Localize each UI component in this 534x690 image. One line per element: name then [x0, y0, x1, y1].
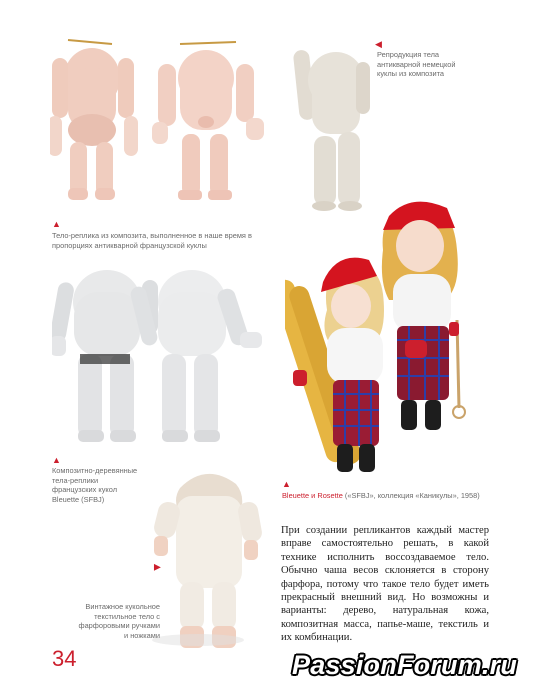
watermark: PassionForum.ru — [292, 650, 518, 680]
page-number: 34 — [52, 646, 77, 671]
main-paragraph: При создании репликантов каждый мастер вправе самостоятельно решать, в какой технике исполнить воссоздаваемое тело. Обычно чаша весов склоняется в сторону фарфора, потому что такое тело будет иметь прекрасный внешний вид. Но возможны и варианты: дерево, натуральная кожа, композитная масса, папье-маше, текстиль и их комбинации. — [281, 525, 489, 644]
caret-up-marker-icon: ▲ — [52, 455, 61, 465]
caption-reproduction: Репродукция тела антикварной немецкой куклы из композита — [377, 50, 456, 78]
caption-vintage: Винтажное кукольное текстильное тело с фарфоровыми ручками и ножками — [78, 602, 160, 640]
caption-composite-wood: Композитно-деревянные тела-реплики французских кукол Bleuette (SFBJ) — [52, 466, 138, 504]
caption-bleuette — [282, 491, 502, 501]
german-doll-body-photo — [290, 42, 376, 214]
doll-body-back-photo — [50, 38, 150, 206]
caption-bleuette-title: Bleuette и Rosette — [282, 491, 343, 500]
bleuette-rosette-photo — [285, 190, 485, 480]
caret-up-marker-icon: ▲ — [52, 219, 61, 229]
caption-bleuette-rest: («SFBJ», коллекция «Каникулы», 1958) — [342, 491, 480, 500]
caret-up-marker-icon: ▲ — [282, 479, 291, 489]
caret-left-marker-icon: ◀ — [154, 563, 161, 573]
caret-left-marker-icon: ◀ — [375, 39, 382, 49]
bleuette-bodies-photo — [52, 262, 266, 452]
vintage-textile-doll-photo — [150, 466, 266, 652]
caption-replica: Тело-реплика из композита, выполненное в наше время в пропорциях антикварной французской куклы — [52, 231, 252, 250]
doll-body-front-photo — [148, 38, 268, 206]
